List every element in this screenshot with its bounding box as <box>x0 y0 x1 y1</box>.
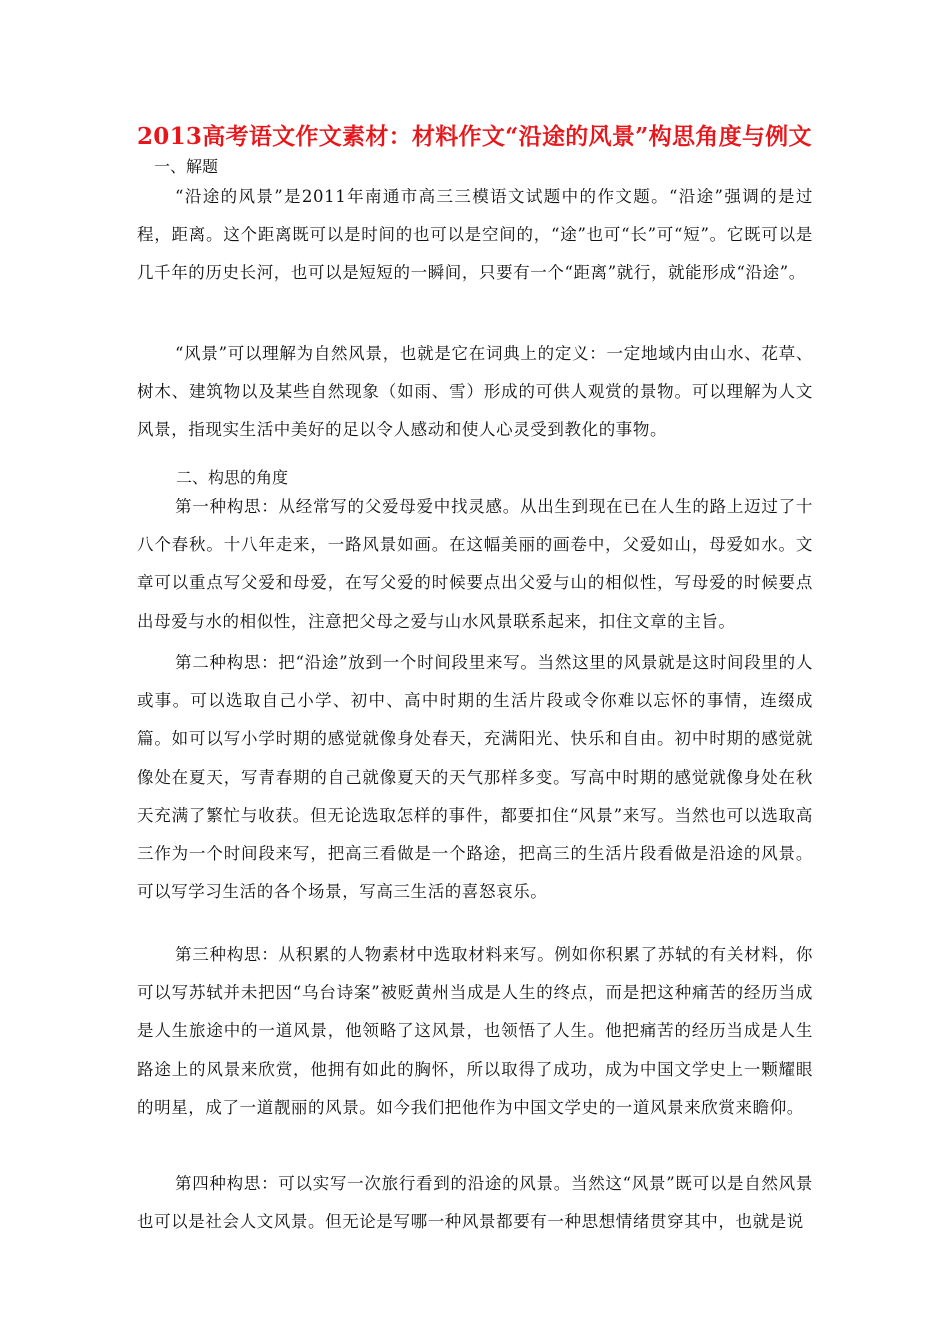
section-heading-goushi-jiaodu: 二、构思的角度 <box>176 468 289 487</box>
paragraph-approach-2: 第二种构思：把“沿途”放到一个时间段里来写。当然这里的风景就是这时间段里的人或事。可以选取自己小学、初中、高中时期的生活片段或令你难以忘怀的事情，连缀成篇。如可以写小学时期的感觉就像身处春天，充满阳光、快乐和自由。初中时期的感觉就像处在夏天，写青春期的自己就像夏天的天气那样多变。写高中时期的感觉就像身处在秋天充满了繁忙与收获。但无论选取怎样的事件，都要扣住“风景”来写。当然也可以选取高三作为一个时间段来写，把高三看做是一个路途，把高三的生活片段看做是沿途的风景。可以写学习生活的各个场景，写高三生活的喜怒哀乐。 <box>137 653 813 902</box>
paragraph-approach-1: 第一种构思：从经常写的父爱母爱中找灵感。从出生到现在已在人生的路上迈过了十八个春秋。十八年走来，一路风景如画。在这幅美丽的画卷中，父爱如山，母爱如水。文章可以重点写父爱和母爱，在写父爱的时候要点出父爱与山的相似性，写母爱的时候要点出母爱与水的相似性，注意把父母之爱与山水风景联系起来，扣住文章的主旨。 <box>137 497 813 631</box>
paragraph-approach-3: 第三种构思：从积累的人物素材中选取材料来写。例如你积累了苏轼的有关材料，你可以写苏轼并未把因“乌台诗案”被贬黄州当成是人生的终点，而是把这种痛苦的经历当成是人生旅途中的一道风景，他领略了这风景，也领悟了人生。他把痛苦的经历当成是人生路途上的风景来欣赏，他拥有如此的胸怀，所以取得了成功，成为中国文学史上一颗耀眼的明星，成了一道靓丽的风景。如今我们把他作为中国文学史的一道风景来欣赏来瞻仰。 <box>137 945 813 1117</box>
paragraph-yantu-definition: “沿途的风景”是2011年南通市高三三模语文试题中的作文题。“沿途”强调的是过程，距离。这个距离既可以是时间的也可以是空间的，“途”也可“长”可“短”。它既可以是几千年的历史长河，也可以是短短的一瞬间，只要有一个“距离”就行，就能形成“沿途”。 <box>137 187 813 283</box>
section-heading-jieti: 一、解题 <box>154 157 219 176</box>
paragraph-approach-4: 第四种构思：可以实写一次旅行看到的沿途的风景。当然这“风景”既可以是自然风景也可以是社会人文风景。但无论是写哪一种风景都要有一种思想情绪贯穿其中，也就是说 <box>137 1174 813 1232</box>
document-title: 2013高考语文作文素材：材料作文“沿途的风景”构思角度与例文 <box>137 123 812 150</box>
paragraph-fengjing-definition: “风景”可以理解为自然风景，也就是它在词典上的定义：一定地域内由山水、花草、树木、建筑物以及某些自然现象（如雨、雪）形成的可供人观赏的景物。可以理解为人文风景，指现实生活中美好的足以令人感动和使人心灵受到教化的事物。 <box>137 344 813 440</box>
